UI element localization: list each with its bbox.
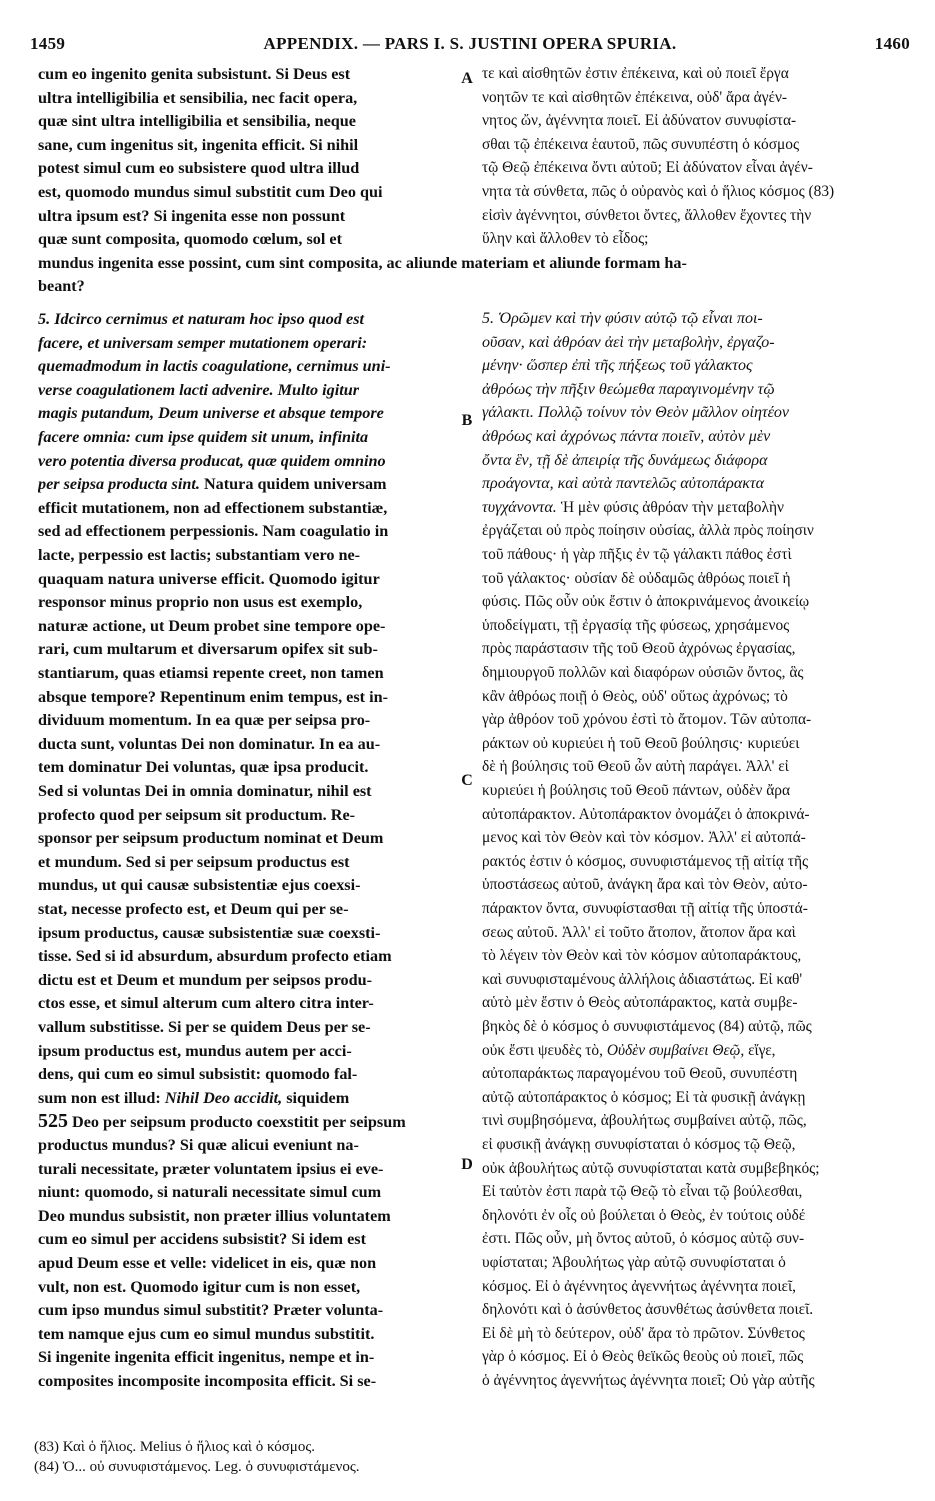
latin-line bbox=[38, 614, 458, 638]
latin-text: niunt: quomodo, si naturali necessitate simul cum bbox=[38, 1183, 382, 1202]
greek-text: οὐκ ἀβουλήτως αὐτῷ συνυφίσταται κατὰ συμβεβηκός; bbox=[482, 1159, 820, 1177]
greek-line bbox=[482, 1251, 912, 1275]
latin-line bbox=[38, 755, 458, 779]
latin-italic-text: magis putandum, Deum universe et absque tempore bbox=[38, 404, 384, 423]
greek-text: αὐτῷ αὐτοπάρακτος ὁ κόσμος; Εἰ τὰ φυσικῇ ἀνάγκῃ bbox=[482, 1088, 806, 1106]
greek-text: αὐτοπάρακτον. Αὐτοπάρακτον ὀνομάζει ὁ ἀποκρινά- bbox=[482, 805, 810, 823]
greek-line: ὕλην καὶ ἄλλοθεν τὸ εἶδος; bbox=[482, 230, 649, 248]
greek-line bbox=[482, 637, 912, 661]
greek-line bbox=[482, 685, 912, 709]
latin-italic-text: per seipsa producta sint. bbox=[38, 475, 200, 494]
latin-text: sponsor per seipsum productum nominat et Deum bbox=[38, 829, 384, 848]
latin-line bbox=[38, 1086, 458, 1110]
latin-text: Sed si voluntas Dei in omnia dominatur, nihil est bbox=[38, 782, 372, 800]
greek-text: δὲ ἡ βούλησις τοῦ Θεοῦ ὧν αὐτὴ παράγει. Ἀλλ' εἰ bbox=[482, 758, 789, 776]
greek-line bbox=[482, 1015, 912, 1039]
footnote-84: (84) Ὁ... οὐ συνυφιστάμενος. Leg. ὁ συνυφιστάμενος. bbox=[34, 1459, 360, 1475]
greek-line: εἰσὶν ἀγέννητοι, σύνθετοι ὄντες, ἄλλοθεν ἔχοντες τὴν bbox=[482, 206, 812, 224]
latin-line: sane, cum ingenitus sit, ingenita efficit. Si nihil bbox=[38, 135, 359, 154]
latin-line bbox=[38, 779, 458, 803]
greek-line bbox=[482, 567, 912, 591]
latin-line: ultra intelligibilia et sensibilia, nec facit opera, bbox=[38, 88, 358, 107]
greek-text: Ἡ μὲν φύσις ἀθρόαν τὴν μεταβολὴν bbox=[560, 498, 784, 516]
column-number-right: 1460 bbox=[874, 34, 910, 53]
latin-text: stat, necesse profecto est, et Deum qui per se- bbox=[38, 900, 349, 918]
latin-text: efficit mutationem, non ad effectionem substantiæ, bbox=[38, 498, 388, 517]
greek-text: δηλονότι ἐν οἷς οὐ βούλεται ὁ Θεὸς, ἐν τούτοις οὐδέ bbox=[482, 1206, 806, 1224]
latin-line bbox=[38, 1062, 458, 1086]
latin-line bbox=[38, 921, 458, 945]
latin-text: Si ingenite ingenita efficit ingenitus, nempe et in- bbox=[38, 1348, 375, 1367]
latin-italic-line bbox=[38, 307, 458, 331]
greek-line: νητος ὤν, ἀγέννητα ποιεῖ. Εἰ ἀδύνατον συνυφίστα- bbox=[482, 112, 797, 130]
latin-line bbox=[38, 1227, 458, 1251]
greek-line bbox=[482, 661, 912, 685]
latin-text: quaquam natura universe efficit. Quomodo igitur bbox=[38, 569, 380, 588]
latin-text: dividuum momentum. In ea quæ per seipsa pro- bbox=[38, 711, 371, 730]
latin-line bbox=[38, 1157, 458, 1181]
latin-italic-text: facere, et universam semper mutationem operari: bbox=[38, 333, 368, 352]
greek-line bbox=[482, 732, 912, 756]
latin-line bbox=[38, 637, 458, 661]
latin-line bbox=[38, 496, 458, 520]
greek-line bbox=[482, 921, 912, 945]
greek-line bbox=[482, 850, 912, 874]
greek-text: Εἰ δὲ μὴ τὸ δεύτερον, οὐδ' ἄρα τὸ πρῶτον. Σύνθετος bbox=[482, 1324, 805, 1342]
greek-italic-text: 5. Ὁρῶμεν καὶ τὴν φύσιν αὐτῷ τῷ εἶναι ποι- bbox=[482, 310, 763, 327]
latin-text: Deo mundus subsistit, non præter illius voluntatem bbox=[38, 1206, 391, 1225]
latin-text: stantiarum, quas etiamsi repente creet, non tamen bbox=[38, 664, 384, 682]
greek-text: καὶ συνυφισταμένους ἀλλήλοις ἀδιαστάτως. Εἰ καθ' bbox=[482, 970, 803, 988]
margin-letter-d: D bbox=[461, 1156, 473, 1173]
latin-line bbox=[38, 1369, 458, 1393]
greek-line bbox=[482, 873, 912, 897]
latin-text: ipsum productus, causæ subsistentiæ suæ coexsti- bbox=[38, 923, 381, 942]
greek-line bbox=[482, 991, 912, 1015]
margin-letter-b: B bbox=[461, 412, 473, 429]
latin-text: dens, qui cum eo simul subsistit: quomodo fal- bbox=[38, 1065, 358, 1084]
latin-text: tisse. Sed si id absurdum, absurdum profecto etiam bbox=[38, 947, 392, 966]
greek-italic-line bbox=[482, 307, 912, 331]
latin-line bbox=[38, 1180, 458, 1204]
greek-line bbox=[482, 1086, 912, 1110]
running-title: APPENDIX. — PARS I. S. JUSTINI OPERA SPURIA. bbox=[263, 34, 677, 53]
greek-text: ἐργάζεται οὐ πρὸς ποίησιν οὐσίας, ἀλλὰ πρὸς ποίησιν bbox=[482, 522, 814, 540]
latin-line bbox=[38, 944, 458, 968]
greek-line bbox=[482, 1298, 912, 1322]
greek-text: τοῦ πάθους· ἡ γὰρ πῆξις ἐν τῷ γάλακτι πάθος ἐστὶ bbox=[482, 546, 792, 563]
latin-line bbox=[38, 590, 458, 614]
latin-line bbox=[38, 873, 458, 897]
greek-text: ὑποδείγματι, τῇ ἐργασίᾳ τῆς φύσεως, χρησάμενος bbox=[482, 616, 790, 634]
latin-italic-line bbox=[38, 449, 458, 473]
latin-text: apud Deum esse et velle: videlicet in eis, quæ non bbox=[38, 1254, 377, 1272]
latin-full-line: mundus ingenita esse possint, cum sint composita, ac aliunde materiam et aliunde formam ha- bbox=[38, 253, 687, 272]
greek-line bbox=[482, 1062, 912, 1086]
greek-text: φύσις. Πῶς οὖν οὐκ ἔστιν ὁ ἀποκρινάμενος ἀνοικείῳ bbox=[482, 593, 810, 611]
greek-text: γὰρ ἀθρόον τοῦ χρόνου ἐστὶ τὸ ἄτομον. Τῶν αὐτοπα- bbox=[482, 711, 812, 729]
greek-italic-text: τυγχάνοντα. bbox=[482, 498, 557, 516]
greek-line bbox=[482, 1275, 912, 1299]
greek-text: ὁ ἀγέννητος ἀγεννήτως ἀγέννητα ποιεῖ; Οὐ γὰρ αὐτῆς bbox=[482, 1372, 815, 1389]
latin-text: ctos esse, et simul alterum cum altero citra inter- bbox=[38, 994, 374, 1013]
greek-italic-line bbox=[482, 331, 912, 355]
greek-italic-text: μένην· ὥσπερ ἐπὶ τῆς πήξεως τοῦ γάλακτος bbox=[482, 357, 753, 375]
greek-text: τὸ λέγειν τὸν Θεὸν καὶ τὸν κόσμον αὐτοπαράκτους, bbox=[482, 947, 802, 965]
greek-text: δημιουργοῦ πολλῶν καὶ διαφόρων οὐσιῶν ὄντος, ἃς bbox=[482, 664, 804, 681]
latin-line bbox=[38, 1345, 458, 1369]
greek-line bbox=[482, 543, 912, 567]
latin-line bbox=[38, 519, 458, 543]
greek-text: μενος καὶ τὸν Θεὸν καὶ τὸν κόσμον. Ἀλλ' εἰ αὐτοπά- bbox=[482, 829, 806, 847]
greek-text: σεως αὐτοῦ. Ἀλλ' εἰ τοῦτο ἄτοπον, ἄτοπον ἄρα καὶ bbox=[482, 923, 796, 941]
greek-line: τῷ Θεῷ ἐπέκεινα ὄντι αὐτοῦ; Εἰ ἀδύνατον εἶναι ἀγέν- bbox=[482, 159, 813, 177]
greek-text: δηλονότι καὶ ὁ ἀσύνθετος ἀσυνθέτως ἀσύνθετα ποιεῖ. bbox=[482, 1301, 814, 1319]
latin-text: vallum substitisse. Si per se quidem Deus per se- bbox=[38, 1018, 371, 1036]
greek-italic-text: οῦσαν, καὶ ἀθρόαν ἀεὶ τὴν μεταβολὴν, ἐργαζο- bbox=[482, 333, 775, 351]
greek-line bbox=[482, 1204, 912, 1228]
latin-italic-line bbox=[38, 354, 458, 378]
greek-line bbox=[482, 897, 912, 921]
greek-text: αὐτοπαράκτως παραγομένου τοῦ Θεοῦ, συνυπέστη bbox=[482, 1065, 798, 1083]
latin-text: et mundum. Sed si per seipsum productus est bbox=[38, 852, 350, 871]
latin-italic-text: quemadmodum in lactis coagulatione, cernimus uni- bbox=[38, 357, 391, 376]
greek-line bbox=[482, 826, 912, 850]
latin-line: cum eo ingenito genita subsistunt. Si Deus est bbox=[38, 65, 351, 83]
latin-line: ultra ipsum est? Si ingenita esse non possunt bbox=[38, 206, 346, 225]
latin-line bbox=[38, 991, 458, 1015]
latin-text: tem namque ejus cum eo simul mundus substitit. bbox=[38, 1324, 375, 1343]
latin-line bbox=[38, 732, 458, 756]
greek-text: γὰρ ὁ κόσμος. Εἰ ὁ Θεὸς θεϊκῶς θεοὺς οὐ ποιεῖ, πῶς bbox=[482, 1348, 804, 1366]
greek-line bbox=[482, 708, 912, 732]
greek-text: κἂν ἀθρόως ποιῇ ὁ Θεὸς, οὐδ' οὕτως ἀχρόνως; τὸ bbox=[482, 687, 788, 705]
greek-text: ὑποστάσεως αὐτοῦ, ἀνάγκη ἄρα καὶ τὸν Θεὸν, αὐτο- bbox=[482, 876, 808, 894]
latin-text: composites incomposite incomposita efficit. Si se- bbox=[38, 1372, 377, 1390]
latin-line bbox=[38, 826, 458, 850]
greek-text: πρὸς παράστασιν τῆς τοῦ Θεοῦ ἀχρόνως ἐργασίας, bbox=[482, 640, 796, 658]
greek-line bbox=[482, 779, 912, 803]
latin-text: sum non est illud: bbox=[38, 1088, 161, 1107]
latin-line bbox=[38, 1133, 458, 1157]
latin-italic-line bbox=[38, 378, 458, 402]
latin-line bbox=[38, 543, 458, 567]
latin-italic-phrase: Nihil Deo accidit, bbox=[164, 1088, 283, 1107]
greek-italic-text: γάλακτι. Πολλῷ τοίνυν τὸν Θεὸν μᾶλλον οἰητέον bbox=[482, 404, 790, 422]
latin-text: naturæ actione, ut Deum probet sine tempore ope- bbox=[38, 616, 386, 635]
greek-italic-line bbox=[482, 472, 912, 496]
greek-line: νητα τὰ σύνθετα, πῶς ὁ οὐρανὸς καὶ ὁ ἥλιος κόσμος (83) bbox=[482, 183, 835, 200]
greek-text: κυριεύει ἡ βούλησις τοῦ Θεοῦ πάντων, οὐδὲν ἄρα bbox=[482, 782, 791, 799]
latin-italic-line bbox=[38, 425, 458, 449]
greek-line bbox=[482, 590, 912, 614]
greek-italic-line bbox=[482, 401, 912, 425]
greek-line bbox=[482, 1227, 912, 1251]
latin-text: rari, cum multarum et diversarum opifex sit sub- bbox=[38, 640, 378, 659]
latin-full-line: beant? bbox=[38, 277, 85, 296]
latin-line bbox=[38, 1298, 458, 1322]
latin-text: profecto quod per seipsum sit productum. Re- bbox=[38, 805, 356, 824]
latin-line bbox=[38, 1275, 458, 1299]
latin-line: potest simul cum eo subsistere quod ultra illud bbox=[38, 159, 360, 178]
latin-italic-line bbox=[38, 472, 458, 496]
latin-text: absque tempore? Repentinum enim tempus, est in- bbox=[38, 687, 388, 706]
greek-line bbox=[482, 1180, 912, 1204]
greek-text: εἴγε, bbox=[748, 1041, 776, 1059]
latin-line bbox=[38, 661, 458, 685]
latin-text: turali necessitate, præter voluntatem ipsius ei eve- bbox=[38, 1159, 384, 1178]
greek-text: ράκτων οὐ κυριεύει ἡ τοῦ Θεοῦ βούλησις· κυριεύει bbox=[482, 734, 800, 752]
latin-text: responsor minus proprio non usus est exemplo, bbox=[38, 593, 363, 612]
greek-text: οὐκ ἔστι ψευδὲς τὸ, bbox=[482, 1041, 603, 1059]
greek-line bbox=[482, 1322, 912, 1346]
greek-italic-line bbox=[482, 449, 912, 473]
greek-text: υφίσταται; Ἀβουλήτως γὰρ αὐτῷ συνυφίσταται ὁ bbox=[482, 1254, 786, 1271]
greek-italic-line bbox=[482, 378, 912, 402]
latin-line: quæ sunt composita, quomodo cœlum, sol et bbox=[38, 230, 343, 249]
greek-text: τινὶ συμβησόμενα, ἀβουλήτως συμβαίνει αὐτῷ, πῶς, bbox=[482, 1112, 807, 1130]
latin-line bbox=[38, 1039, 458, 1063]
greek-line bbox=[482, 755, 912, 779]
latin-italic-text: verse coagulationem lacti advenire. Multo igitur bbox=[38, 380, 360, 399]
latin-line bbox=[38, 850, 458, 874]
greek-italic-text: ἀθρόως καὶ ἀχρόνως πάντα ποιεῖν, αὐτὸν μὲν bbox=[482, 428, 771, 445]
latin-text: mundus, ut qui causæ subsistentiæ ejus coexsi- bbox=[38, 876, 361, 895]
greek-text: ρακτός ἐστιν ὁ κόσμος, συνυφιστάμενος τῇ αἰτίᾳ τῆς bbox=[482, 852, 809, 870]
latin-italic-line bbox=[38, 331, 458, 355]
greek-italic-line bbox=[482, 496, 912, 520]
latin-text: lacte, perpessio est lactis; substantiam vero ne- bbox=[38, 546, 361, 564]
latin-text: cum eo simul per accidens subsistit? Si idem est bbox=[38, 1230, 366, 1249]
latin-text: ducta sunt, voluntas Dei non dominatur. In ea au- bbox=[38, 734, 381, 753]
greek-line bbox=[482, 614, 912, 638]
page-number-525: 525 bbox=[38, 1110, 68, 1133]
greek-italic-line bbox=[482, 354, 912, 378]
greek-text: βηκὸς δὲ ὁ κόσμος ὁ συνυφιστάμενος (84) αὐτῷ, πῶς bbox=[482, 1018, 812, 1035]
latin-line bbox=[38, 968, 458, 992]
greek-text: εἰ φυσικῇ ἀνάγκῃ συνυφίσταται ὁ κόσμος τῷ Θεῷ, bbox=[482, 1136, 796, 1153]
greek-line: σθαι τῷ ἐπέκεινα ἑαυτοῦ, πῶς συνυπέστη ὁ κόσμος bbox=[482, 135, 800, 153]
greek-text: τοῦ γάλακτος· οὐσίαν δὲ οὐδαμῶς ἀθρόως ποιεῖ ἡ bbox=[482, 569, 791, 587]
greek-line bbox=[482, 968, 912, 992]
latin-text: siquidem bbox=[286, 1088, 350, 1107]
latin-text: ipsum productus est, mundus autem per acci- bbox=[38, 1041, 352, 1060]
greek-italic-text: ἀθρόως τὴν πῆξιν θεώμεθα παραγινομένην τῷ bbox=[482, 380, 775, 398]
greek-line bbox=[482, 1133, 912, 1157]
latin-line: est, quomodo mundus simul substitit cum Deo qui bbox=[38, 183, 383, 201]
latin-text: sed ad effectionem perpessionis. Nam coagulatio in bbox=[38, 522, 389, 541]
latin-text: tem dominatur Dei voluntas, quæ ipsa producit. bbox=[38, 758, 369, 777]
greek-italic-line bbox=[482, 425, 912, 449]
greek-italic-text: ὄντα ἓν, τῇ δὲ ἀπειρίᾳ τῆς δυνάμεως διάφορα bbox=[482, 451, 768, 469]
greek-text: Εἰ ταὐτὸν ἐστι παρὰ τῷ Θεῷ τὸ εἶναι τῷ βούλεσθαι, bbox=[482, 1183, 803, 1201]
latin-line bbox=[38, 567, 458, 591]
greek-line: τε καὶ αἰσθητῶν ἐστιν ἐπέκεινα, καὶ οὐ ποιεῖ ἔργα bbox=[482, 65, 789, 82]
latin-italic-text: vero potentia diversa producat, quæ quidem omnino bbox=[38, 451, 386, 470]
greek-text: αὑτὸ μὲν ἔστιν ὁ Θεὸς αὐτοπάρακτος, κατὰ συμβε- bbox=[482, 994, 798, 1012]
latin-line bbox=[38, 1322, 458, 1346]
latin-line bbox=[38, 1109, 458, 1133]
latin-text: vult, non est. Quomodo igitur cum is non esset, bbox=[38, 1277, 361, 1296]
margin-letter-c: C bbox=[461, 772, 473, 789]
latin-line: quæ sint ultra intelligibilia et sensibilia, neque bbox=[38, 112, 356, 131]
latin-line bbox=[38, 685, 458, 709]
latin-line bbox=[38, 1251, 458, 1275]
latin-line bbox=[38, 708, 458, 732]
greek-text: ἐστι. Πῶς οὖν, μὴ ὄντος αὐτοῦ, ὁ κόσμος αὐτῷ συν- bbox=[482, 1230, 805, 1248]
greek-line bbox=[482, 519, 912, 543]
greek-line bbox=[482, 1369, 912, 1393]
greek-line bbox=[482, 1039, 912, 1063]
latin-italic-text: facere omnia: cum ipse quidem sit unum, infinita bbox=[38, 428, 369, 446]
latin-text: productus mundus? Si quæ alicui eveniunt na- bbox=[38, 1136, 359, 1154]
greek-text: κόσμος. Εἰ ὁ ἀγέννητος ἀγεννήτως ἀγέννητα ποιεῖ, bbox=[482, 1277, 796, 1295]
greek-line: νοητῶν τε καὶ αἰσθητῶν ἐπέκεινα, οὐδ' ἄρα ἀγέν- bbox=[482, 88, 788, 106]
greek-line bbox=[482, 944, 912, 968]
latin-line bbox=[38, 897, 458, 921]
latin-line bbox=[38, 803, 458, 827]
greek-line bbox=[482, 1157, 912, 1181]
footnote-83: (83) Καὶ ὁ ἥλιος. Melius ὁ ἥλιος καὶ ὁ κόσμος. bbox=[34, 1439, 316, 1455]
greek-line bbox=[482, 1345, 912, 1369]
column-number-left: 1459 bbox=[30, 34, 66, 53]
latin-line bbox=[38, 1015, 458, 1039]
greek-line bbox=[482, 803, 912, 827]
latin-text: Deo per seipsum producto coexstitit per seipsum bbox=[72, 1113, 406, 1132]
latin-text: Natura quidem universam bbox=[203, 475, 387, 494]
latin-italic-text: 5. Idcirco cernimus et naturam hoc ipso quod est bbox=[38, 310, 365, 328]
greek-line bbox=[482, 1109, 912, 1133]
greek-text: πάρακτον ὄντα, συνυφίστασθαι τῇ αἰτίᾳ τῆς ὑποστά- bbox=[482, 900, 808, 917]
greek-italic-text: προάγοντα, καὶ αὐτὰ παντελῶς αὐτοπάρακτα bbox=[482, 475, 765, 493]
latin-text: dictu est et Deum et mundum per seipsos produ- bbox=[38, 970, 372, 989]
latin-italic-line bbox=[38, 401, 458, 425]
latin-line bbox=[38, 1204, 458, 1228]
greek-italic-phrase: Οὐδὲν συμβαίνει Θεῷ, bbox=[606, 1041, 745, 1059]
latin-text: cum ipso mundus simul substitit? Præter volunta- bbox=[38, 1301, 384, 1320]
margin-letter-a: A bbox=[461, 70, 473, 87]
